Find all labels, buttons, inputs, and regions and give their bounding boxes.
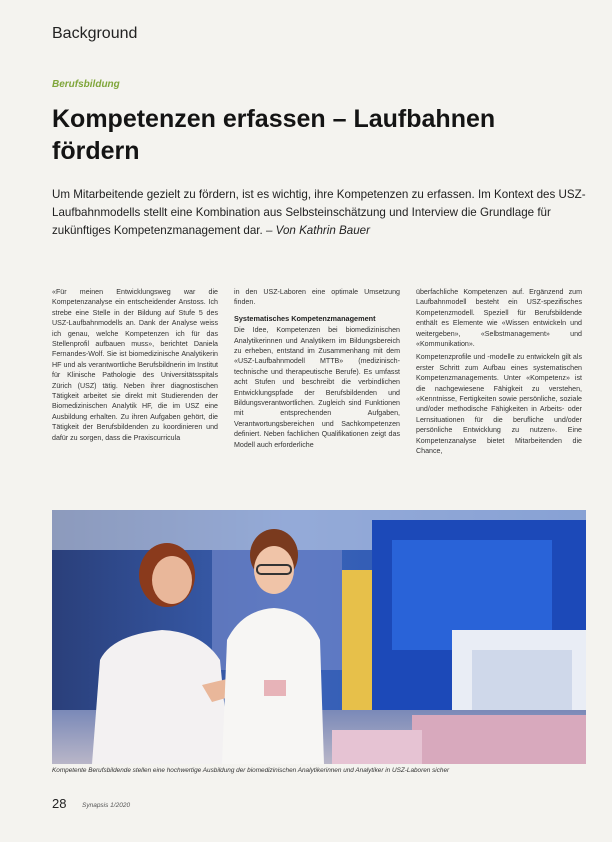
section-label: Background [52,25,138,42]
column-1 [52,287,218,446]
page-number: 28 [52,796,67,811]
journal-name: Synapsis 1/2020 [82,802,131,809]
body-paragraph: überfachliche Kompetenzen auf. Ergänzend zum Laufbahnmodell besteht ein USZ-spezifisches Kompetenzmodell. Speziell für Berufsbildende enthält es Elemente wie «Wissen entwickeln und weitergeben», «Selbstmanagement» und «Kommunikation». [416,288,582,349]
column-3 [416,287,582,460]
article-title: Kompetenzen erfassen – Laufbahnen fördern [52,105,496,165]
column-2 [234,287,400,453]
body-paragraph: Die Idee, Kompetenzen bei biomedizinischen Analytikerinnen und Analytikern im Bildungsbereich zu erheben, entstand im Zusammenhang mit dem «USZ-Laufbahnmodell MTTB» (medizinisch-technische und therapeutische Berufe). Es umfasst acht Stufen und beschreibt die verbindlichen Entwicklungspfade der Berufsbildenden und Bildungsverantwortlichen. Zugleich sind Funktionen mit entsprechenden Aufgaben, Verantwortungsbereichen und Sachkompetenzen definiert. Neben fachlichen Qualifikationen zeigt das Modell auch erforderliche [234,326,400,449]
kicker: Berufsbildung [52,79,120,90]
lead-text: Um Mitarbeitende gezielt zu fördern, ist es wichtig, ihre Kompetenzen zu erfassen. Im Kontext des USZ-Laufbahnmodells stellt eine Kombination aus Selbsteinschätzung und Interview die Grundlage für zukünftiges Kompetenzmanagement dar. [52,188,586,237]
photo-caption: Kompetente Berufsbildende stellen eine hochwertige Ausbildung der biomedizinischen Analytikerinnen und Analytiker in USZ-Laboren sicher [52,767,450,774]
body-paragraph: in den USZ-Laboren eine optimale Umsetzung finden. [234,288,400,307]
article-lead [52,186,588,240]
subheading: Systematisches Kompetenzmanagement [234,313,376,323]
lab-photo-illustration [52,510,586,764]
body-paragraph: Kompetenzprofile und -modelle zu entwickeln gilt als erster Schritt zum Aufbau eines systematischen Kompetenzmanagements. Unter «Kompetenz» ist die nachgewiesene Fähigkeit zu verstehen, «Kenntnisse, Fertigkeiten sowie persönliche, soziale und/oder methodische Fähigkeiten in Arbeits- oder Lernsituationen für die berufliche und/oder persönliche Entwicklung zu nutzen». Eine Kompetenzanalyse bietet Mitarbeitenden die Chance, [416,353,582,456]
body-paragraph: «Für meinen Entwicklungsweg war die Kompetenzanalyse ein entscheidender Anstoss. Ich strebe eine Stelle in der Bildung auf Stufe 5 des USZ-Laufbahnmodells an. Dank der Analyse weiss ich genau, welche Kompetenzen ich für das Stellenprofil aufbauen muss», berichtet Daniela Fernandes-Wolf. Sie ist biomedizinische Analytikerin HF und als verantwortliche Berufsbildnerin im Institut für Klinische Pathologie des Universitätsspitals Zürich (USZ) tätig. Neben ihrer diagnostischen Tätigkeit arbeitet sie direkt mit Studierenden der Biomedizinischen Analytik HF, die im USZ eine Ausbildung erhalten. Zu ihren Aufgaben gehört, die Tätigkeit der Berufsbildenden zu koordinieren und dafür zu sorgen, dass die Praxiscurricula [52,288,218,442]
author: – Von Kathrin Bauer [265,224,370,237]
lab-photo [52,510,586,764]
